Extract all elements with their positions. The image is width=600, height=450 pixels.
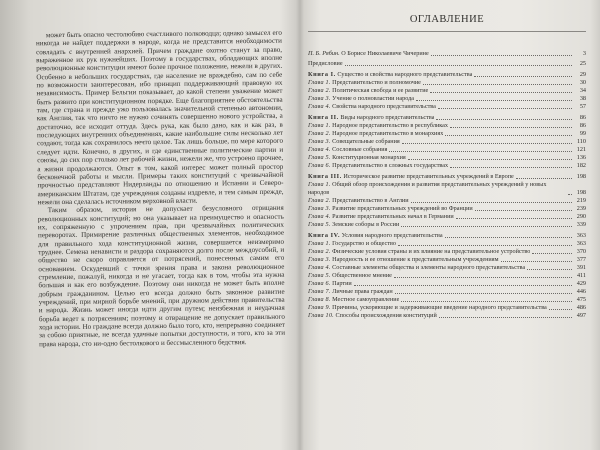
toc-entry-text <box>308 264 525 272</box>
toc-entry-title: Земские соборы в России <box>332 221 400 228</box>
toc-entry-text <box>308 87 428 95</box>
toc-entry-text <box>308 95 414 103</box>
toc-entry-text <box>308 304 547 312</box>
toc-page-number: 429 <box>576 280 586 287</box>
toc-entry-text <box>308 114 434 122</box>
toc-chapter-label: Глава 6. <box>308 162 331 169</box>
toc-chapter-label: Глава 5. <box>308 221 331 228</box>
toc-entry-title: Общественное мнение <box>332 272 392 279</box>
toc-entry-text <box>308 197 409 205</box>
toc-leader-dots <box>450 127 572 128</box>
toc-entry <box>308 240 586 248</box>
toc-entry <box>308 60 586 68</box>
toc-entry-text <box>308 162 448 170</box>
toc-chapter-label: Глава 8. <box>308 296 331 303</box>
toc-page-number: 363 <box>576 232 586 239</box>
toc-page-number: 3 <box>582 50 586 57</box>
toc-entry-text <box>308 312 437 320</box>
toc-page-number: 486 <box>576 304 586 311</box>
toc-entry-text <box>308 79 421 87</box>
toc-page-number: 99 <box>579 130 586 137</box>
toc-chapter-label: Глава 2. <box>308 130 331 137</box>
toc-leader-dots <box>408 159 572 160</box>
toc-entry-text <box>308 205 473 213</box>
toc-entry-text <box>308 103 436 111</box>
toc-leader-dots <box>430 92 572 93</box>
toc-entry-title: Развитие представительных учреждений во Франции <box>332 205 473 212</box>
left-page-paragraph-2: Таким образом, история не допускает безусловного отрицания революционных конституций; но она указывает на преимущество и опасность их, сопряженную с упрочением прав, при чрезвычайных политических переворотах. Примирение различных общественных элементов, необходимое для правильного хода конституционной жизни, совершается неизмеримо труднее. Семена ненависти и раздора сохраняются долго после междоусобий, и общество не скоро оправляется от потрясений, понесенных самим его основанием. Оскудевший с точки зрения права и закона революционное стремление, пожалуй, никогда и не угасает, тогда как в том, чтобы эта нужна большая и как его возбуждение. Поэтому они никогда не может быть вполне добрым гражданином. Целью его всегда должно быть законное развитие учреждений, при мирной борьбе мнений, при дружном действии правительства и народа. Жизнь может иногда идти другим путем; неизбежная и неудачная борьба ведет к потрясениям; поэтому и отвращение не допускает правильного хода истории. Но граждане всегда должно было того, кто, непрерывно соединяет за собою приятные, не всегда удачные попытки доступности, и того, кто за эти права народа, сто ни-одно бестолкового и бессмысленного бедствия. <box>37 203 286 349</box>
toc-entry <box>308 288 586 296</box>
toc-entry-text <box>308 248 530 256</box>
toc-entry <box>308 205 586 213</box>
toc-entry <box>308 146 586 154</box>
toc-chapter-label: Глава 9. <box>308 304 331 311</box>
toc-page-number: 136 <box>576 154 586 161</box>
toc-entry-title: Политическая свобода и ее развитие <box>332 87 429 94</box>
toc-chapter-label: Глава 3. <box>308 138 331 145</box>
toc-page-number: 25 <box>579 60 586 67</box>
toc-entry <box>308 221 586 229</box>
toc-entry-text <box>308 138 400 146</box>
toc-leader-dots <box>354 285 572 286</box>
toc-entry <box>308 114 586 122</box>
toc-leader-dots <box>394 277 572 278</box>
toc-leader-dots <box>549 309 572 310</box>
toc-leader-dots <box>401 301 572 302</box>
toc-page-number: 391 <box>576 264 586 271</box>
toc-entry-text <box>308 181 566 197</box>
toc-entry <box>308 248 586 256</box>
right-page <box>308 8 586 444</box>
toc-chapter-label: Глава 1. <box>308 240 331 247</box>
toc-entry-text <box>308 280 352 288</box>
toc-chapter-label: Глава 2. <box>308 87 331 94</box>
toc-entry-title: Партии <box>332 280 352 287</box>
toc-page-number: 446 <box>576 288 586 295</box>
toc-page-number: 198 <box>576 173 586 180</box>
toc-chapter-label: Глава 6. <box>308 280 331 287</box>
toc-page-number: 339 <box>576 221 586 228</box>
toc-page-number: 239 <box>576 205 586 212</box>
toc-entry <box>308 312 586 320</box>
toc-entry <box>308 197 586 205</box>
toc-page-number: 57 <box>579 103 586 110</box>
toc-page-number: 475 <box>576 296 586 303</box>
toc-leader-dots <box>411 202 572 203</box>
toc-book-label: Книга II. <box>308 114 339 121</box>
toc-entry <box>308 264 586 272</box>
toc-entry-text <box>308 232 443 240</box>
toc-leader-dots <box>527 269 572 270</box>
toc-title: ОГЛАВЛЕНИЕ <box>409 14 485 25</box>
toc-entry-text <box>308 288 393 296</box>
toc-entry-title: Физические условия страны и их влияние на представительное устройство <box>332 248 531 255</box>
toc-leader-dots <box>445 237 572 238</box>
toc-leader-dots <box>431 55 572 56</box>
toc-chapter-label: Глава 1. <box>308 79 331 86</box>
toc-entry <box>308 296 586 304</box>
toc-page-number: 377 <box>576 256 586 263</box>
toc-entry-title: Представительство в сложных государствах <box>332 162 449 169</box>
toc-chapter-label: Глава 4. <box>308 264 331 271</box>
toc-leader-dots <box>516 178 572 179</box>
toc-page-number: 370 <box>576 248 586 255</box>
toc-leader-dots <box>416 100 572 101</box>
toc-leader-dots <box>450 167 572 168</box>
toc-leader-dots <box>532 253 572 254</box>
toc-entry <box>308 272 586 280</box>
toc-chapter-label: Глава 2. <box>308 248 331 255</box>
toc-entry-text <box>308 221 399 229</box>
table-of-contents <box>308 50 586 320</box>
toc-entry-text <box>308 256 499 264</box>
toc-entry-author: П. Б. Рябин. <box>308 50 340 57</box>
toc-entry-title: Представительство и полномочие <box>332 79 421 86</box>
toc-entry-title: Народное представительство в монархиях <box>332 130 444 137</box>
toc-entry <box>308 103 586 111</box>
toc-chapter-label: Глава 1. <box>308 122 331 129</box>
toc-leader-dots <box>438 108 572 109</box>
toc-page-number: 121 <box>576 146 586 153</box>
toc-leader-dots <box>568 194 572 195</box>
toc-entry-title: Представительство в Англии <box>332 197 409 204</box>
toc-entry <box>308 162 586 170</box>
toc-page-number: 38 <box>579 95 586 102</box>
toc-entry-title: Условия народного представительства <box>341 232 443 239</box>
toc-leader-dots <box>401 226 572 227</box>
toc-entry-title: Существо и свойства народного представительства <box>337 71 473 78</box>
toc-chapter-label: Глава 3. <box>308 205 331 212</box>
toc-entry-text <box>308 122 448 130</box>
toc-entry-title: Народность и ее отношение к представительным учреждениям <box>332 256 499 263</box>
toc-chapter-label: Глава 3. <box>308 95 331 102</box>
toc-entry-title: Свойства народного представительства <box>332 103 436 110</box>
toc-page-number: 363 <box>576 240 586 247</box>
toc-entry-text <box>308 130 443 138</box>
toc-leader-dots <box>423 84 572 85</box>
toc-page-number: 34 <box>579 87 586 94</box>
toc-chapter-label: Глава 10. <box>308 312 334 319</box>
toc-entry-text <box>308 71 472 79</box>
toc-leader-dots <box>345 65 572 66</box>
toc-book-label: Книга I. <box>308 71 336 78</box>
toc-leader-dots <box>474 76 572 77</box>
toc-chapter-label: Глава 7. <box>308 288 331 295</box>
toc-entry-text <box>308 50 429 58</box>
toc-entry-title: Историческое развитие представительных учреждений в Европе <box>343 173 514 180</box>
toc-leader-dots <box>398 245 572 246</box>
toc-entry <box>308 181 586 197</box>
toc-entry-title: Развитие представительных начал в Германии <box>332 213 454 220</box>
toc-entry-title: Составные элементы общества и элементы народного представительства <box>332 264 526 271</box>
toc-book-label: Книга III. <box>308 173 342 180</box>
toc-entry-title: Конституционная монархия <box>332 154 406 161</box>
toc-entry-text <box>308 272 392 280</box>
toc-page-number: 29 <box>579 71 586 78</box>
toc-entry-text <box>308 154 406 162</box>
toc-page-number: 290 <box>576 213 586 220</box>
toc-entry-title: О Борисе Николаевиче Чичерине <box>341 50 429 57</box>
toc-entry-title: Сословные собрания <box>332 146 388 153</box>
toc-entry <box>308 213 586 221</box>
toc-chapter-label: Глава 3. <box>308 256 331 263</box>
toc-page-number: 110 <box>576 138 586 145</box>
toc-page-number: 497 <box>576 312 586 319</box>
toc-entry-text <box>308 213 454 221</box>
toc-entry <box>308 50 586 58</box>
toc-entry-title: Учение о полновластии народа <box>332 95 415 102</box>
toc-leader-dots <box>445 135 572 136</box>
toc-entry-title: Общий обзор происхождения и развития представительных учреждений у новых народов <box>308 181 547 196</box>
toc-page-number: 411 <box>576 272 586 279</box>
toc-page-number: 219 <box>576 197 586 204</box>
toc-leader-dots <box>439 317 572 318</box>
toc-entry <box>308 138 586 146</box>
toc-entry-title: Способы происхождения конституций <box>335 312 437 319</box>
toc-chapter-label: Глава 4. <box>308 146 331 153</box>
toc-page-number: 198 <box>576 189 586 196</box>
toc-entry <box>308 71 586 79</box>
toc-entry-text <box>308 296 399 304</box>
toc-entry-text <box>308 240 396 248</box>
toc-leader-dots <box>395 293 572 294</box>
toc-entry <box>308 304 586 312</box>
toc-entry-title: Виды народного представительства <box>340 114 435 121</box>
toc-entry <box>308 232 586 240</box>
toc-entry-title: Причины, ускоряющие и задерживающие введение народного представительства <box>332 304 547 311</box>
toc-leader-dots <box>475 210 572 211</box>
toc-entry-title: Личные права граждан <box>332 288 393 295</box>
toc-leader-dots <box>389 151 572 152</box>
toc-entry <box>308 95 586 103</box>
toc-chapter-label: Глава 1. <box>308 181 331 188</box>
toc-entry-text <box>308 173 514 181</box>
toc-entry <box>308 79 586 87</box>
toc-entry <box>308 173 586 181</box>
toc-entry <box>308 154 586 162</box>
toc-entry <box>308 280 586 288</box>
toc-entry-title: Государство и общество <box>332 240 396 247</box>
toc-chapter-label: Глава 4. <box>308 103 331 110</box>
toc-entry <box>308 122 586 130</box>
toc-entry-title: Совещательные собрания <box>332 138 400 145</box>
toc-entry-title: Предисловие <box>308 60 343 67</box>
toc-leader-dots <box>402 143 572 144</box>
toc-page-number: 86 <box>579 114 586 121</box>
toc-leader-dots <box>501 261 572 262</box>
left-page <box>36 29 286 442</box>
toc-entry <box>308 87 586 95</box>
toc-page-number: 30 <box>579 79 586 86</box>
toc-leader-dots <box>456 218 572 219</box>
left-page-paragraph-1: может быть опасно честолюбию счастливого полководца; однако замысел его никогда не найдет поддержки в народе, когда не представится необходимости совладать с внутренней анархией. Причем граждане охотно станут за право, выраженное их рук нужнейших. Поэтому в государствах, обладающих вполне революционные конституции имеют более прочное положение, нежели в других. Особенно в небольших государствах, где население не враждебно, сам по себе по возможности заинтересован, ибо принцип поддерживающий правовую их независимость. Пример Бельгии показывает, до какой степени уважение может быть развито при конституционном порядке. Еще благоприятнее обстоятельства там, где страна и прежде ужо пользовалась значительной степенью автономии, как Англия, так что ничто не нужно сочинять совершенно нового устройства, а достаточно, все исходит оттуда. Здесь рука, как было дано, как и как раз, в последующих внутренних объединениях, какие наибольшие силы несколько лет создают, тогда как сохранилось нечто целое. Так лишь больше, по мере которого следует идти. Конечно, в других, и где единственные политические партии и союзы, до сих пор столько лет рабочей жизни, нежели же, что устроено прочнее, а жизни продолжаются. Опыт в том, какой интерес может полный простор бесконечной работы и мысли. Примеры таких конституций с чрезвычайной прочностью представляют Нидерланды по отношению и Испании и Северо-американским Штатам, где учреждения созданы издревле, и тем самым прежде, нежели она сделалась источником верховной власти. <box>35 28 284 207</box>
toc-entry-title: Народное представительство в республиках <box>332 122 449 129</box>
toc-entry-title: Местное самоуправление <box>332 296 400 303</box>
toc-entry <box>308 130 586 138</box>
toc-book-label: Книга IV. <box>308 232 341 239</box>
toc-chapter-label: Глава 4. <box>308 213 331 220</box>
toc-page-number: 86 <box>579 122 586 129</box>
toc-entry-text <box>308 60 343 68</box>
toc-entry-text <box>308 146 387 154</box>
toc-entry <box>308 256 586 264</box>
toc-chapter-label: Глава 5. <box>308 272 331 279</box>
toc-subtitle <box>308 32 586 38</box>
toc-chapter-label: Глава 5. <box>308 154 331 161</box>
toc-leader-dots <box>436 119 572 120</box>
toc-page-number: 182 <box>576 162 586 169</box>
toc-chapter-label: Глава 2. <box>308 197 331 204</box>
